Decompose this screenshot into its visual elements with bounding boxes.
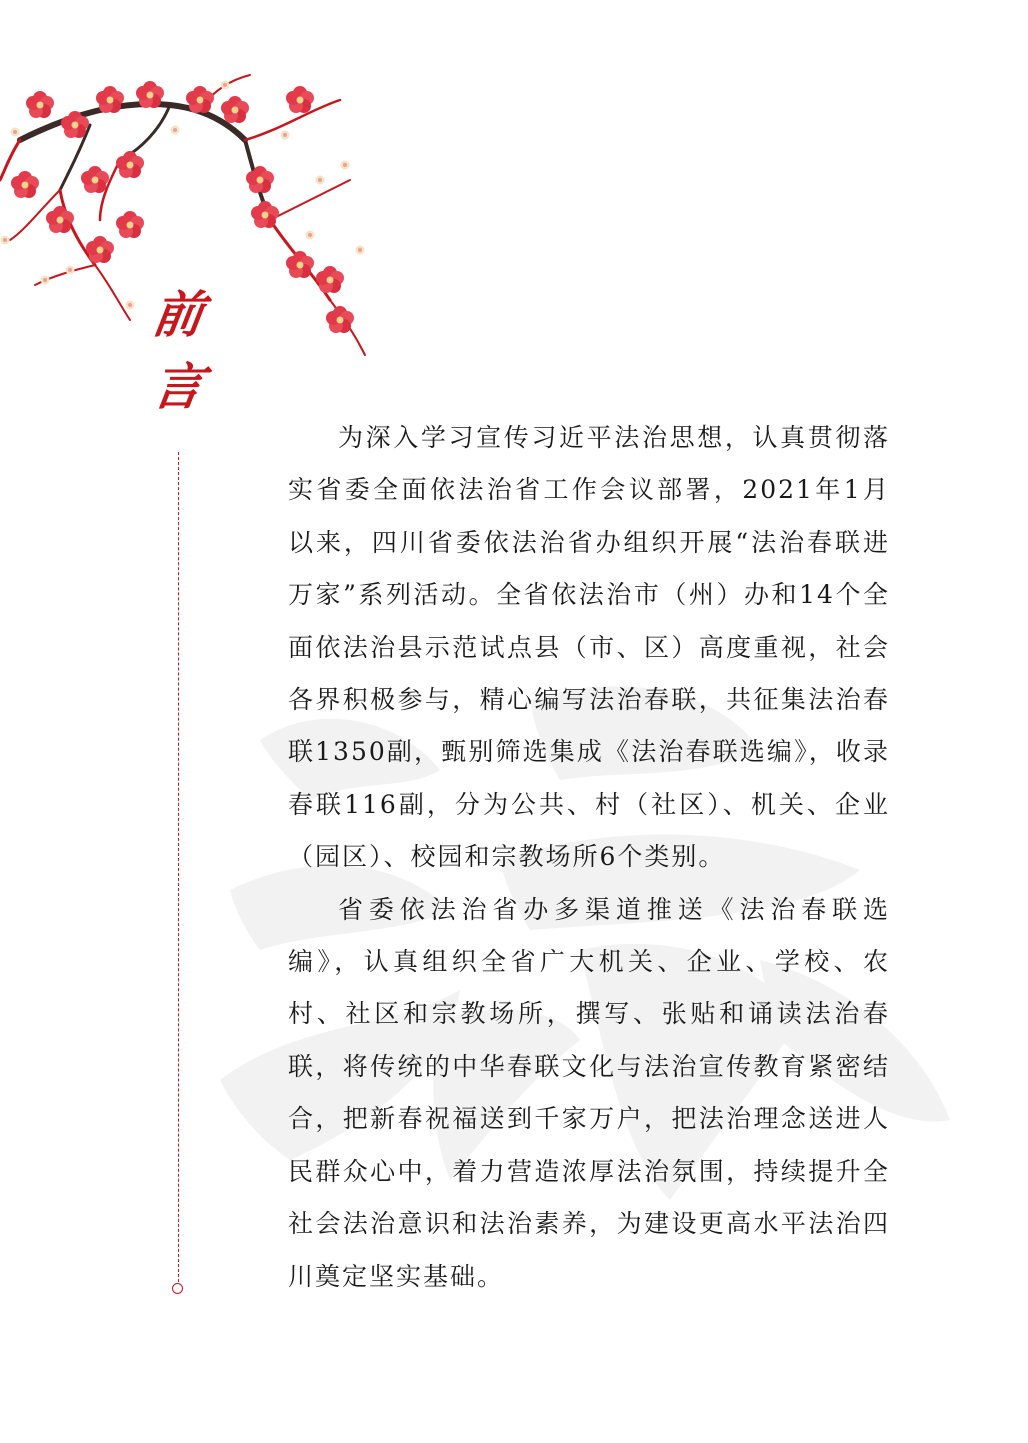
title-char-1: 前 xyxy=(148,285,208,344)
paragraph: 为深入学习宣传习近平法治思想，认真贯彻落实省委全面依法治省工作会议部署，2021年1月以来，四川省委依法治省办组织开展“法治春联进万家”系列活动。全省依法治市（州）办和14个全面依法治县示范试点县（市、区）高度重视，社会各界积极参与，精心编写法治春联，共征集法治春联1350副，甄别筛选集成《法治春联选编》，收录春联116副，分为公共、村（社区）、机关、企业（园区）、校园和宗教场所6个类别。 xyxy=(288,423,890,872)
page-title xyxy=(148,285,208,416)
vertical-divider xyxy=(178,452,179,1282)
preface-body xyxy=(288,412,890,1303)
paragraph: 省委依法治省办多渠道推送《法治春联选编》，认真组织全省广大机关、企业、学校、农村、社区和宗教场所，撰写、张贴和诵读法治春联，将传统的中华春联文化与法治宣传教育紧密结合，把新春祝福送到千家万户，把法治理念送进人民群众心中，着力营造浓厚法治氛围，持续提升全社会法治意识和法治素养，为建设更高水平法治四川奠定坚实基础。 xyxy=(288,894,890,1291)
title-char-2: 言 xyxy=(148,357,208,416)
divider-end-circle-icon xyxy=(172,1283,183,1294)
